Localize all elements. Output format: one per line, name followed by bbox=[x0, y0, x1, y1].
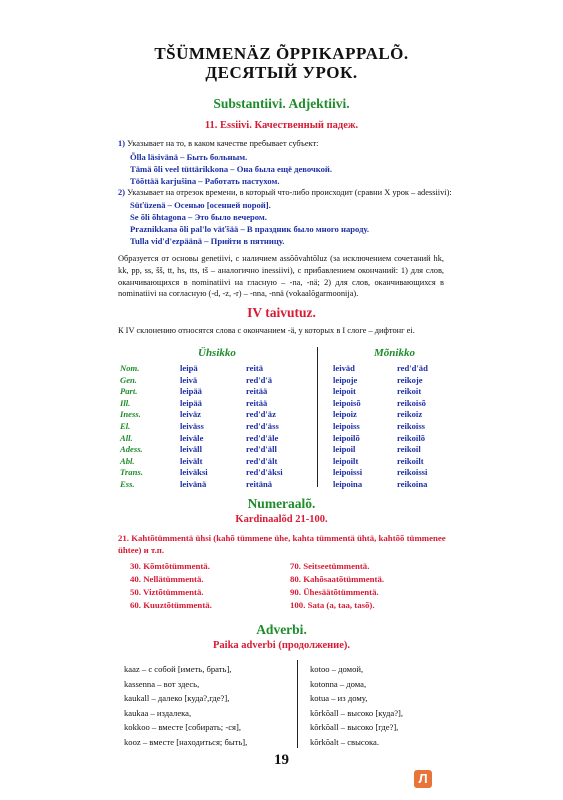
plural-form-leipa: leipoit bbox=[333, 386, 356, 397]
singular-form-reita: reitänä bbox=[246, 479, 273, 489]
numerals-right bbox=[290, 560, 384, 612]
plural-form-reita: reikoina bbox=[397, 479, 428, 489]
adverbs-left bbox=[124, 662, 247, 749]
case-name: Abl. bbox=[120, 455, 135, 466]
adverb-item: kaukall – далеко [куда?,где?], bbox=[124, 693, 230, 703]
examples-1 bbox=[130, 151, 332, 187]
section-adverbs: Adverbi. bbox=[256, 622, 307, 637]
singular-form-leipa: leipää bbox=[180, 386, 202, 397]
singular-form-reita: red'd'äz bbox=[246, 409, 276, 420]
numeral-item: 80. Kahõsaatõtümmentä. bbox=[290, 574, 385, 584]
subsection-essive: 11. Essiivi. Качественный падеж. bbox=[204, 120, 359, 131]
plural-form-leipa: leipoisõ bbox=[333, 397, 361, 408]
adverb-divider bbox=[297, 660, 298, 748]
singular-form-leipa: leivänä bbox=[180, 479, 207, 489]
case-name: Ill. bbox=[120, 397, 131, 408]
point-1 bbox=[118, 138, 318, 150]
plural-form-leipa: leipoilõ bbox=[333, 432, 360, 443]
example-line: Süťüzenä – Осенью [осенней порой]. bbox=[130, 200, 271, 210]
numeral-item: 50. Viztõtümmentä. bbox=[130, 587, 204, 597]
singular-form-leipa: leiväss bbox=[180, 421, 204, 431]
column-plural: Mõnikko bbox=[374, 347, 415, 359]
singular-form-reita: red'd'äksi bbox=[246, 467, 283, 478]
singular-form-reita: reitää bbox=[246, 397, 268, 408]
subsection-place-adverbs: Paika adverbi (продолжение). bbox=[212, 640, 350, 651]
plural-form-reita: reikoissi bbox=[397, 467, 428, 478]
adverb-item: kotoo – домой, bbox=[310, 664, 364, 674]
adverb-item: kaaz – с собой [иметь, брать], bbox=[124, 664, 232, 674]
case-name: El. bbox=[120, 421, 131, 431]
adverb-item: kaukaa – издалека, bbox=[124, 707, 192, 718]
case-name: Trans. bbox=[120, 467, 143, 478]
adverb-item: kotua – из дому, bbox=[310, 693, 368, 703]
adverbs-right bbox=[310, 662, 403, 749]
case-name: Gen. bbox=[120, 374, 137, 385]
example-line: Õlla läsivänä – Быть больным. bbox=[130, 152, 248, 162]
singular-form-reita: red'd'ält bbox=[246, 455, 278, 466]
plural-form-leipa: leipoje bbox=[333, 374, 358, 385]
plural-form-leipa: leipoiss bbox=[333, 421, 360, 431]
example-line: Praznikkana õli pal'lo väťšää – В праздник было много народу. bbox=[130, 224, 370, 234]
numeral-item: 60. Kuuztõtümmentä. bbox=[130, 600, 212, 610]
adverb-item: kokkoo – вместе [собирать; -ся], bbox=[124, 722, 241, 732]
singular-form-leipa: leipä bbox=[180, 363, 198, 373]
singular-form-leipa: leivä bbox=[180, 374, 198, 385]
numeral-item: 70. Seitseetümmentä. bbox=[290, 561, 370, 571]
example-line: Töõttää karjušina – Работать пастухом. bbox=[130, 176, 280, 186]
plural-form-leipa: leipoilt bbox=[333, 455, 359, 466]
plural-form-leipa: leipoina bbox=[333, 479, 363, 489]
lesson-title-ru: ДЕСЯТЫЙ УРОК. bbox=[205, 63, 358, 82]
examples-2 bbox=[130, 199, 369, 247]
plural-form-reita: reikoiz bbox=[397, 409, 423, 420]
plural-form-reita: reikoiss bbox=[397, 421, 426, 431]
case-name: All. bbox=[120, 432, 133, 443]
publisher-logo: Л bbox=[414, 770, 432, 788]
numeral-item: 90. Ühesäätõtümmentä. bbox=[290, 587, 379, 597]
fourth-declension-note: К IV склонению относятся слова с окончанием -ä, у которых в I слоге – дифтонг ei. bbox=[118, 326, 415, 335]
case-name: Iness. bbox=[120, 409, 141, 420]
subsection-cardinals: Kardinaalõd 21-100. bbox=[235, 514, 328, 525]
point-2-num: 2) bbox=[118, 188, 125, 197]
plural-form-leipa: leiväd bbox=[333, 363, 355, 373]
point-1-num: 1) bbox=[118, 139, 125, 148]
singular-form-reita: red'd'äss bbox=[246, 421, 279, 431]
plural-form-reita: reikoje bbox=[397, 374, 423, 385]
numeral-item: 100. Sata (a, taa, tasõ). bbox=[290, 600, 375, 610]
singular-form-leipa: leiväksi bbox=[180, 467, 208, 478]
section-nouns-adjectives: Substantiivi. Adjektiivi. bbox=[213, 96, 350, 111]
plural-form-leipa: leipoiz bbox=[333, 409, 357, 420]
plural-form-leipa: leipoissi bbox=[333, 467, 363, 478]
plural-form-reita: reikoil bbox=[397, 444, 421, 455]
singular-form-reita: reitää bbox=[246, 386, 268, 397]
adverb-item: kassenna – вот здесь, bbox=[124, 678, 200, 689]
numeral-item: 30. Kõmtõtümmentä. bbox=[130, 561, 210, 571]
column-singular: Ühsikko bbox=[198, 347, 236, 359]
singular-form-reita: red'd'äll bbox=[246, 444, 277, 455]
adverb-item: kõrkõall – высоко [где?], bbox=[310, 722, 399, 732]
numeral-21 bbox=[118, 532, 448, 556]
singular-form-leipa: leiväle bbox=[180, 432, 204, 443]
section-fourth-declension: IV taivutuz. bbox=[247, 305, 316, 320]
singular-form-reita: red'd'äle bbox=[246, 432, 279, 443]
example-line: Tämä õli veel tüttärikkona – Она была ещё девочкой. bbox=[130, 164, 332, 174]
page-number: 19 bbox=[274, 752, 289, 768]
numeral-21-text: 21. Kahtõtümmentä ühsi (kahõ tümmene ühe, kahta tümmentä ühtä, kahtõõ tümmenee ühtee) и т.п. bbox=[118, 533, 446, 555]
numerals-left bbox=[130, 560, 212, 612]
singular-form-reita: reitä bbox=[246, 363, 264, 373]
point-2-text: Указывает на отрезок времени, в который что-либо происходит (сравни X урок – adessiivi): bbox=[124, 188, 452, 197]
lesson-title-et: TŠÜMMENÄZ ÕPPIKAPPALÕ. bbox=[154, 44, 409, 63]
adverb-item: kõrkõall – высоко [куда?], bbox=[310, 707, 404, 718]
table-divider bbox=[317, 347, 318, 487]
case-name: Nom. bbox=[120, 363, 140, 373]
adverb-item: kooz – вместе [находиться; быть], bbox=[124, 736, 248, 747]
adverb-item: kotonna – дома, bbox=[310, 678, 367, 689]
case-name: Adess. bbox=[120, 444, 143, 455]
plural-form-reita: reikoit bbox=[397, 386, 422, 397]
case-name: Ess. bbox=[120, 479, 135, 489]
case-name: Part. bbox=[120, 386, 138, 397]
singular-form-leipa: leiväz bbox=[180, 409, 201, 420]
plural-form-reita: reikoilõ bbox=[397, 432, 426, 443]
plural-form-reita: reikoisõ bbox=[397, 397, 426, 408]
singular-form-leipa: leiväll bbox=[180, 444, 202, 455]
plural-form-reita: reikoilt bbox=[397, 455, 424, 466]
plural-form-leipa: leipoil bbox=[333, 444, 356, 455]
example-line: Tulla vid'd'ezpäänä – Прийти в пятницу. bbox=[130, 236, 285, 246]
plural-form-reita: red'd'äd bbox=[397, 363, 428, 373]
section-numerals: Numeraalõ. bbox=[247, 496, 316, 511]
formation-paragraph: Образуется от основы genetiivi, с наличием assõõvahtõluz (за исключением сочетаний hk, kk, pp, ss, šš, tt, hs, tts, tš – аналогично inessiivi), с прибавлением окончаний: 1) для слов, оканчивающихся в nominatiivi на гласную – -na, -nä; 2) для слов, оканчивающихся в nominatiivi на согласную (-d, -z, -r) – -nna, -nnä (vokaalõgarmoonija). bbox=[118, 254, 444, 299]
singular-form-reita: red'd'ä bbox=[246, 374, 273, 385]
point-2 bbox=[118, 187, 452, 199]
adverb-item: kõrkõalt – свысока. bbox=[310, 736, 379, 747]
singular-form-leipa: leivält bbox=[180, 455, 203, 466]
numeral-item: 40. Nellätümmentä. bbox=[130, 574, 204, 584]
example-line: Se õli õhtagona – Это было вечером. bbox=[130, 212, 267, 222]
singular-form-leipa: leipää bbox=[180, 397, 202, 408]
point-1-text: Указывает на то, в каком качестве пребывает субъект: bbox=[124, 139, 319, 148]
